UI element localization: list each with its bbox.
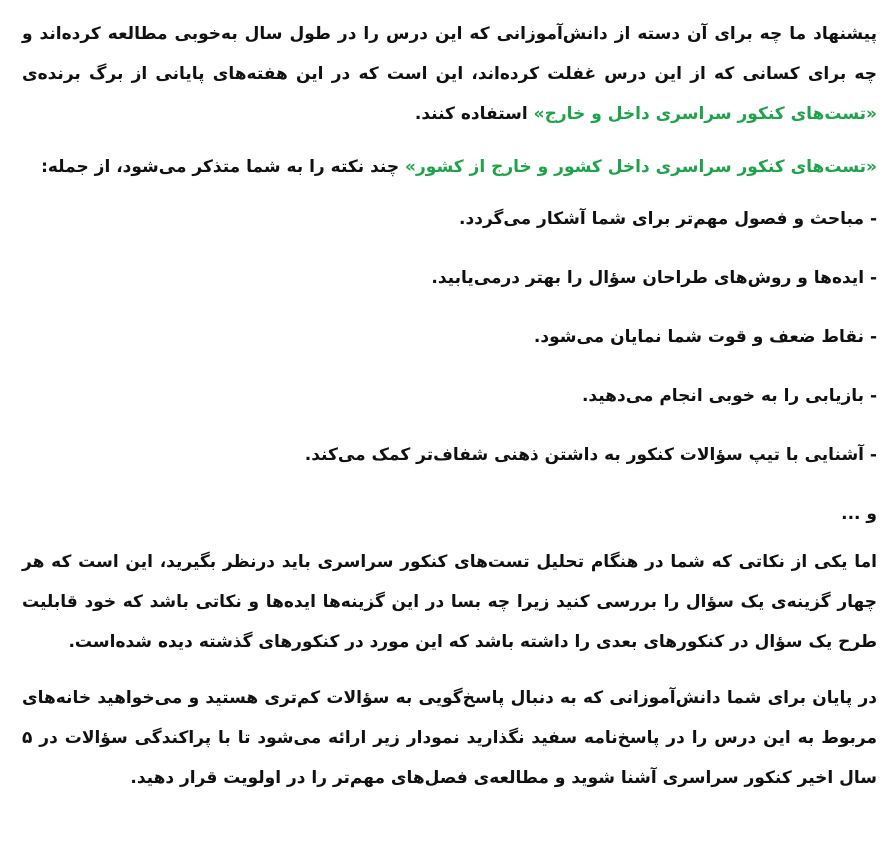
bullet-item: - بازیابی را به خوبی انجام می‌دهید. [581, 386, 877, 406]
bullet-item: - مباحث و فصول مهم‌تر برای شما آشکار می‌گردد. [459, 209, 877, 229]
intro-highlight: «تست‌های کنکور سراسری داخل و خارج» [533, 104, 877, 124]
bullet-item: - نقاط ضعف و قوت شما نمایان می‌شود. [533, 327, 877, 347]
etc-line: و ... [841, 504, 877, 524]
bullet-item: - ایده‌ها و روش‌های طراحان سؤال را بهتر درمی‌یابید. [431, 268, 877, 288]
analysis-paragraph: اما یکی از نکاتی که شما در هنگام تحلیل تست‌های کنکور سراسری باید درنظر بگیرید، این است که هر چهار گزینه‌ی یک سؤال را بررسی کنید زیرا چه بسا در این گزینه‌ها ایده‌ها و نکاتی باشد که خود قابلیت طرح یک سؤال در کنکورهای بعدی را داشته باشد که این مورد در کنکورهای گذشته دیده شده‌است. [22, 552, 877, 652]
benefits-highlight: «تست‌های کنکور سراسری داخل کشور و خارج از کشور» [405, 157, 877, 177]
intro-text-1: پیشنهاد ما چه برای آن دسته از دانش‌آموزانی که این درس را در طول سال به‌خوبی مطالعه کرده‌اند و چه برای کسانی که از این درس غفلت کرده‌اند، این است که در این هفته‌های پایانی از برگ برنده‌ی [22, 24, 877, 84]
benefits-text: چند نکته را به شما متذکر می‌شود، از جمله: [41, 157, 406, 177]
benefits-intro-paragraph [22, 147, 877, 187]
intro-paragraph [22, 14, 877, 134]
intro-text-2: استفاده کنند. [414, 104, 534, 124]
bullet-item: - آشنایی با تیپ سؤالات کنکور به داشتن ذهنی شفاف‌تر کمک می‌کند. [304, 445, 877, 465]
closing-paragraph: در پایان برای شما دانش‌آموزانی که به دنبال پاسخ‌گویی به سؤالات کم‌تری هستید و می‌خواهید خانه‌های مربوط به این درس را در پاسخ‌نامه سفید نگذارید نمودار زیر ارائه می‌شود تا با پراکندگی سؤالات در ۵ سال اخیر کنکور سراسری آشنا شوید و مطالعه‌ی فصل‌های مهم‌تر را در اولویت قرار دهید. [22, 688, 877, 788]
